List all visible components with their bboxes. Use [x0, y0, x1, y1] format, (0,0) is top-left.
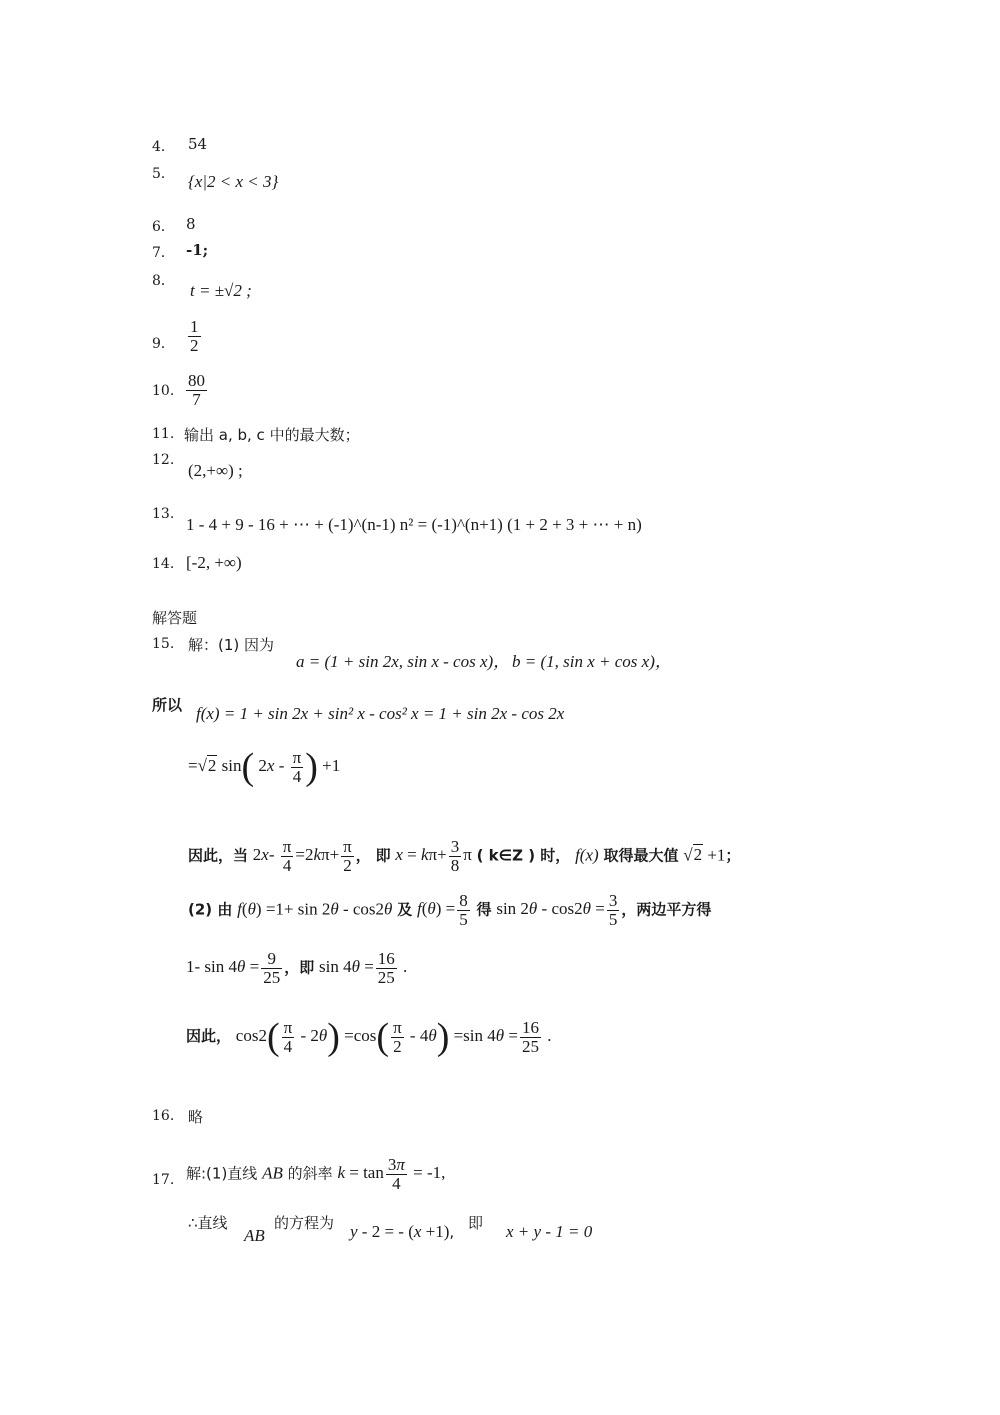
q15-fx: f(x) = 1 + sin 2x + sin² x - cos² x = 1 + sin 2x - cos 2x — [196, 704, 565, 723]
q17-eq: y - 2 = - (x +1), — [350, 1222, 455, 1241]
q17-slope: 的斜率 — [287, 1164, 333, 1183]
q15-and: 及 — [397, 900, 413, 919]
answer-9-numerator: 1 — [190, 317, 199, 336]
answer-7: -1; — [186, 241, 209, 259]
q15-get: 得 — [476, 900, 492, 919]
answer-10-numerator: 80 — [188, 371, 205, 390]
q15-kz: ( k∈Z ) 时， — [476, 846, 571, 865]
answer-14-number: 14. — [152, 556, 175, 572]
q15-that-is: ，即 — [284, 958, 315, 977]
q17-that-is: 即 — [468, 1214, 484, 1232]
q15-vector-a: a = (1 + sin 2x, sin x - cos x)， — [296, 652, 511, 671]
q15-line5: 1- sin 4θ = $\frac{9}{25}$ ，即 sin 4θ = $\frac{16}{25}$ . — [186, 949, 408, 987]
q16-number: 16. — [152, 1108, 175, 1124]
q15-vector-a-text: a = (1 + sin 2x, sin x - cos x) — [296, 652, 494, 671]
q15-so: 所以 — [152, 696, 183, 714]
q15-vector-b: b = (1, sin x + cos x)， — [512, 652, 672, 671]
q17-final: x + y - 1 = 0 — [506, 1222, 593, 1241]
q17-ab-1: AB — [262, 1163, 283, 1183]
q17-intro: 解:(1)直线 — [186, 1164, 258, 1183]
answer-5-number: 5． — [152, 166, 175, 182]
q15-number: 15. — [152, 636, 175, 652]
answer-10-denominator: 7 — [192, 389, 201, 409]
answer-7-number: 7． — [152, 245, 175, 261]
q17-eq-text: 的方程为 — [274, 1214, 335, 1232]
answer-9 — [186, 318, 203, 355]
answer-4-number: 4． — [152, 139, 175, 155]
answer-12-number: 12. — [152, 452, 175, 468]
answer-5: {x|2 < x < 3} — [188, 172, 279, 191]
section-title: 解答题 — [152, 609, 198, 627]
answer-13-number: 13. — [152, 506, 175, 522]
q17-therefore: ∴直线 — [188, 1214, 228, 1232]
answer-8-number: 8． — [152, 273, 175, 289]
q17-ab-2: AB — [244, 1226, 265, 1245]
answer-9-number: 9． — [152, 336, 175, 352]
answer-12: (2,+∞) ; — [188, 461, 243, 480]
answer-10 — [184, 372, 209, 409]
q17-number: 17. — [152, 1172, 175, 1188]
q15-therefore: 因此，当 — [188, 846, 249, 865]
q15-part2: (2) 由 — [188, 900, 233, 919]
q15-line6: 因此， cos2( $\frac{\pi}{4}$ - 2θ) =cos( $\frac{\pi}{2}$ - 4θ) =sin 4θ = $\frac{16}{25}$ . — [186, 1016, 552, 1058]
q17-line1: 解:(1)直线 AB 的斜率 k = tan $\frac{3\pi}{4}$ = -1, — [186, 1155, 446, 1193]
answer-14: [-2, +∞) — [186, 553, 242, 572]
q16-text: 略 — [188, 1108, 204, 1126]
q15-intro: 解：(1) 因为 — [188, 636, 275, 654]
q15-thus: 因此， — [186, 1026, 232, 1045]
q15-line4: (2) 由 f(θ) =1+ sin 2θ - cos2θ 及 f(θ) = $\frac{8}{5}$ 得 sin 2θ - cos2θ = $\frac{3}{5}$ ，两边平方得 — [188, 891, 712, 929]
q15-max: 取得最大值 — [603, 846, 679, 865]
answer-4: 54 — [188, 135, 208, 153]
answer-6-number: 6． — [152, 219, 175, 235]
q15-vector-b-text: b = (1, sin x + cos x) — [512, 652, 655, 671]
answer-10-number: 10. — [152, 383, 175, 399]
answer-6: 8 — [186, 215, 196, 233]
q15-fx2: =√2 sin( 2x - $\frac{\pi}{4}$ ) +1 — [188, 746, 341, 788]
answer-11-number: 11. — [152, 426, 175, 442]
answer-13: 1 - 4 + 9 - 16 + ⋯ + (-1)^(n-1) n² = (-1)^(n+1) (1 + 2 + 3 + ⋯ + n) — [186, 515, 642, 534]
q15-when: 即 — [375, 846, 391, 865]
answer-11: 输出 a, b, c 中的最大数； — [184, 426, 360, 444]
answer-8: t = ±√2 ; — [190, 281, 252, 300]
q15-square: ，两边平方得 — [621, 900, 712, 919]
q17-k-value: -1 — [426, 1163, 442, 1183]
answer-9-denominator: 2 — [190, 335, 199, 355]
q15-line3: 因此，当 2x- $\frac{\pi}{4}$ =2kπ+ $\frac{\pi}{2}$ ， 即 x = kπ+ $\frac{3}{8}$ π ( k∈Z ) 时， f(x) 取得最大值 √2 +1； — [188, 837, 741, 875]
